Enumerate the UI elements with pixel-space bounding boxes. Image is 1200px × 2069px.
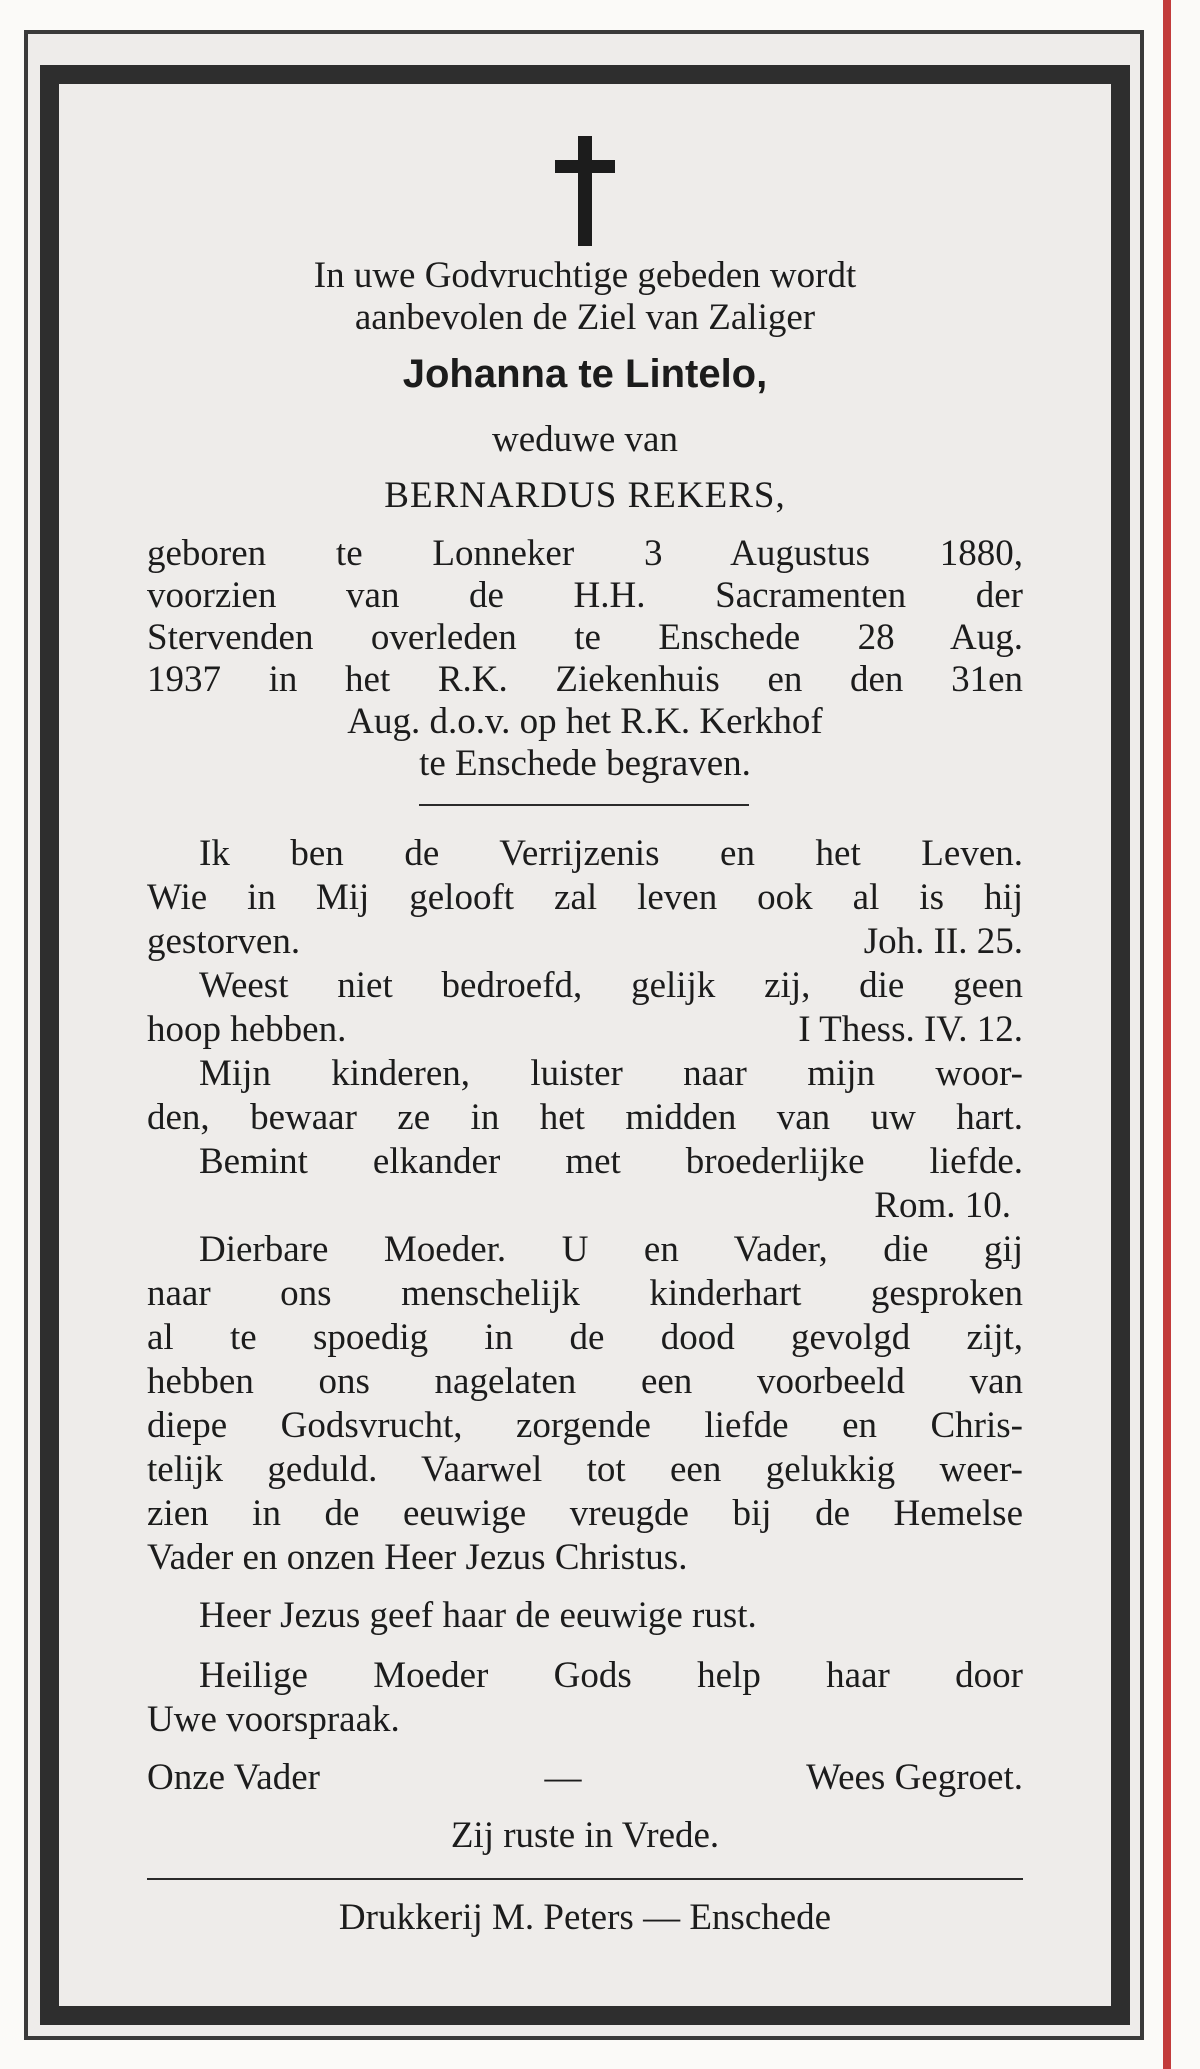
- prayer-line-1: Heer Jezus geef haar de eeuwige rust.: [199, 1595, 757, 1636]
- verse-line-8: Bemint elkander met broederlijke liefde.: [199, 1141, 1023, 1182]
- spouse-name: BERNARDUS REKERS,: [384, 475, 786, 516]
- farewell-line-5: diepe Godsvrucht, zorgende liefde en Chris-: [147, 1405, 1023, 1446]
- verse-text: gestorven.: [147, 921, 301, 962]
- red-edge: [1163, 0, 1171, 2069]
- farewell-line-2: naar ons menschelijk kinderhart gesproken: [147, 1273, 1023, 1314]
- relation: weduwe van: [492, 419, 678, 460]
- prayer-wees-gegroet: Wees Gegroet.: [806, 1757, 1023, 1798]
- verse-line-2: Wie in Mij gelooft zal leven ook al is hij: [147, 877, 1023, 918]
- farewell-line-7: zien in de eeuwige vreugde bij de Hemelse: [147, 1493, 1023, 1534]
- bio-line-6: te Enschede begraven.: [419, 743, 751, 784]
- intro-line-2: aanbevolen de Ziel van Zaliger: [354, 297, 816, 338]
- intro-line-1: In uwe Godvruchtige gebeden wordt: [313, 255, 857, 296]
- verse-line-4: Weest niet bedroefd, gelijk zij, die geen: [199, 965, 1023, 1006]
- verse-reference: Joh. II. 25.: [863, 921, 1023, 962]
- card-content: [79, 114, 1091, 1986]
- verse-line-7: den, bewaar ze in het midden van uw hart.: [147, 1097, 1023, 1138]
- farewell-line-4: hebben ons nagelaten een voorbeeld van: [147, 1361, 1023, 1402]
- bio-line-2: voorzien van de H.H. Sacramenten der: [147, 575, 1023, 616]
- bio-line-1: geboren te Lonneker 3 Augustus 1880,: [147, 533, 1023, 574]
- farewell-line-8: Vader en onzen Heer Jezus Christus.: [147, 1537, 688, 1578]
- prayer-onze-vader: Onze Vader: [147, 1757, 320, 1798]
- bio-line-5: Aug. d.o.v. op het R.K. Kerkhof: [347, 701, 823, 742]
- verse-line-6: Mijn kinderen, luister naar mijn woor-: [199, 1053, 1023, 1094]
- farewell-line-6: telijk geduld. Vaarwel tot een gelukkig weer-: [147, 1449, 1023, 1490]
- prayer-dash: —: [544, 1757, 582, 1798]
- cross-icon: [555, 136, 615, 246]
- divider-top: [419, 804, 749, 806]
- farewell-line-1: Dierbare Moeder. U en Vader, die gij: [199, 1229, 1023, 1270]
- prayer-line-2: Heilige Moeder Gods help haar door: [199, 1655, 1023, 1696]
- verse-line-3: [79, 920, 1091, 964]
- printer-credit: Drukkerij M. Peters — Enschede: [338, 1897, 832, 1938]
- verse-line-1: Ik ben de Verrijzenis en het Leven.: [199, 833, 1023, 874]
- bio-line-3: Stervenden overleden te Enschede 28 Aug.: [147, 617, 1023, 658]
- bio-line-4: 1937 in het R.K. Ziekenhuis en den 31en: [147, 659, 1023, 700]
- verse-reference: I Thess. IV. 12.: [798, 1009, 1023, 1050]
- farewell-line-3: al te spoedig in de dood gevolgd zijt,: [147, 1317, 1023, 1358]
- prayer-line-4: [79, 1756, 1091, 1800]
- verse-text: hoop hebben.: [147, 1009, 347, 1050]
- deceased-name: Johanna te Lintelo,: [402, 352, 768, 396]
- verse-line-5: [79, 1008, 1091, 1052]
- mourning-border: [40, 65, 1130, 2025]
- prayer-line-3: Uwe voorspraak.: [147, 1699, 400, 1740]
- verse-reference-rom: Rom. 10.: [874, 1185, 1011, 1226]
- prayer-line-5: Zij ruste in Vrede.: [450, 1815, 720, 1856]
- divider-bottom: [147, 1878, 1023, 1880]
